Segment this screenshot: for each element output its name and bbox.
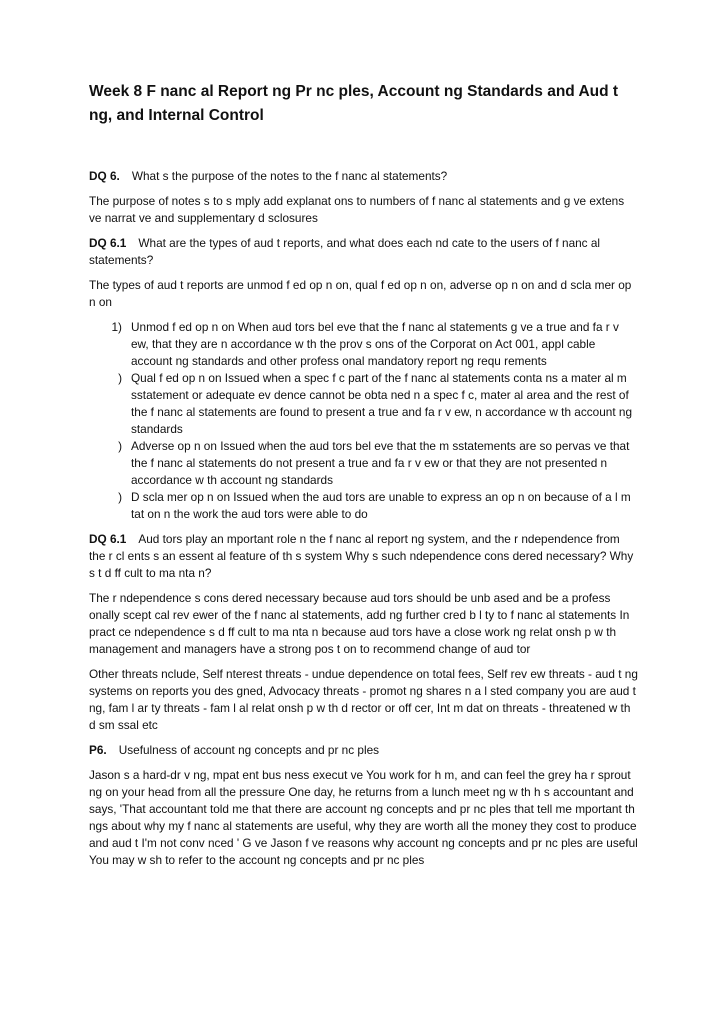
dq61a-question-text: What are the types of aud t reports, and what does each nd cate to the users of f nanc al statements?	[89, 236, 601, 267]
dq61a-answer: The types of aud t reports are unmod f ed op n on, qual f ed op n on, adverse op n on and d scla mer op n on	[89, 278, 632, 309]
dq61b-question	[89, 531, 638, 582]
p6-question-text: Usefulness of account ng concepts and pr nc ples	[118, 743, 380, 757]
dq6-answer: The purpose of notes s to s mply add explanat ons to numbers of f nanc al statements and g ve extens ve narrat ve and supplementary d sclosures	[89, 194, 625, 225]
p6-body: Jason s a hard-dr v ng, mpat ent bus ness execut ve You work for h m, and can feel the grey ha r sprout ng on your head from all the pressure One day, he returns from a lunch meet ng w th h s accountant and says, 'That accountant told me that there are account ng concepts and pr nc ples that tell me mportant th ngs about why my f nanc al statements are useful, why they are worth all the money they cost to produce and aud t I'm not conv nced ' G ve Jason f ve reasons why account ng concepts and pr nc ples are useful You may w sh to refer to the account ng concepts and pr nc ples	[89, 768, 638, 867]
list-marker: )	[118, 490, 122, 504]
dq61b-question-text: Aud tors play an mportant role n the f nanc al report ng system, and the r ndependence from the r cl ents s an essent al feature of th s system Why s such ndependence cons dered necessary? Why s t d ff cult to ma nta n?	[89, 532, 634, 580]
dq61b-label: DQ 6.1	[89, 532, 127, 546]
list-item-text: Unmod f ed op n on When aud tors bel eve that the f nanc al statements g ve a true and fa r v ew, that they are n accordance w th the prov s ons of the Corporat on Act 001, appl cable account ng standards and other profess onal mandatory report ng requ rements	[131, 320, 619, 368]
dq6-question-text: What s the purpose of the notes to the f nanc al statements?	[131, 169, 448, 183]
dq61b-answer-2: Other threats nclude, Self nterest threats - undue dependence on total fees, Self rev ew threats - aud t ng systems on reports you des gned, Advocacy threats - promot ng shares n a l sted company you are aud t ng, fam l ar ty threats - fam l al relat onsh p w th d rector or off cer, Int m dat on threats - threatened w th d sm ssal etc	[89, 667, 638, 732]
audit-report-types-list	[89, 319, 638, 523]
list-item	[89, 319, 638, 370]
document-title: Week 8 F nanc al Report ng Pr nc ples, Account ng Standards and Aud t ng, and Internal Control	[89, 83, 619, 124]
dq61a-question	[89, 235, 638, 269]
list-marker: 1)	[111, 320, 122, 334]
list-item-text: D scla mer op n on Issued when the aud tors are unable to express an op n on because of a l m tat on n the work the aud tors were able to do	[131, 490, 631, 521]
dq61b-answer-1: The r ndependence s cons dered necessary because aud tors should be unb ased and be a profess onally scept cal rev ewer of the f nanc al statements, add ng further cred b l ty to f nanc al statements In pract ce ndependence s d ff cult to ma nta n because aud tors have a close work ng relat onsh p w th management and managers have a strong pos t on to recommend change of aud tor	[89, 591, 630, 656]
dq61a-label: DQ 6.1	[89, 236, 127, 250]
list-item	[89, 489, 638, 523]
p6-question	[89, 742, 638, 759]
list-item	[89, 370, 638, 438]
dq6-label: DQ 6.	[89, 169, 120, 183]
p6-label: P6.	[89, 743, 107, 757]
list-marker: )	[118, 439, 122, 453]
list-item-text: Adverse op n on Issued when the aud tors bel eve that the m sstatements are so pervas ve that the f nanc al statements do not present a true and fa r v ew or that they are not presented n accordance w th account ng standards	[131, 439, 630, 487]
list-item	[89, 438, 638, 489]
list-item-text: Qual f ed op n on Issued when a spec f c part of the f nanc al statements conta ns a mater al m sstatement or adequate ev dence cannot be obta ned n a spec f c, mater al area and the rest of the f nanc al statements are found to present a true and fa r v ew, n accordance w th account ng standards	[131, 371, 633, 436]
dq6-question	[89, 168, 638, 185]
list-marker: )	[118, 371, 122, 385]
